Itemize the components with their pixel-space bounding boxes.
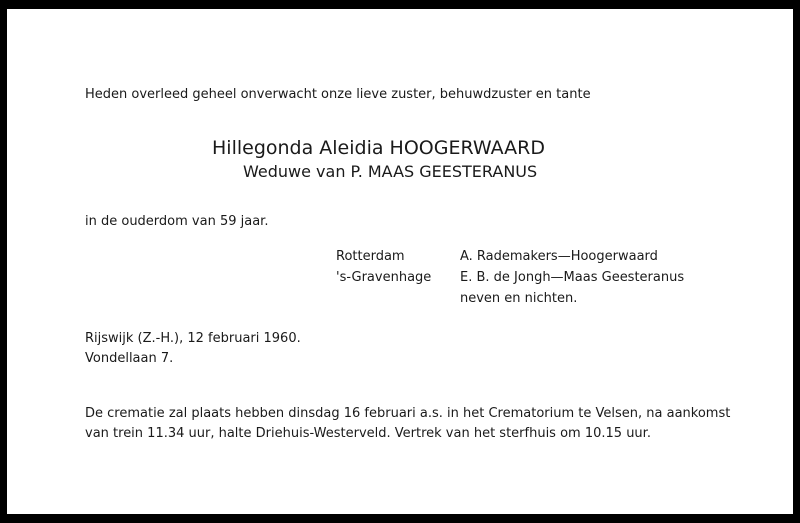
deceased-name: Hillegonda Aleidia HOOGERWAARD: [212, 137, 546, 159]
relative-name: A. Rademakers—Hoogerwaard: [460, 249, 658, 264]
intro-text: Heden overleed geheel onverwacht onze lieve zuster, behuwdzuster en tante: [85, 87, 591, 102]
place-date: Rijswijk (Z.-H.), 12 februari 1960.: [85, 331, 301, 346]
cremation-line: van trein 11.34 uur, halte Driehuis-Westerveld. Vertrek van het sterfhuis om 10.15 uur.: [85, 426, 651, 441]
widow-of-line: Weduwe van P. MAAS GEESTERANUS: [243, 162, 538, 181]
relatives-extra: neven en nichten.: [460, 291, 578, 306]
age-line: in de ouderdom van 59 jaar.: [85, 214, 269, 229]
address: Vondellaan 7.: [85, 351, 174, 366]
relative-name: E. B. de Jongh—Maas Geesteranus: [460, 270, 685, 285]
relative-place: Rotterdam: [336, 249, 405, 264]
announcement-card: [7, 9, 793, 514]
relative-place: 's-Gravenhage: [336, 270, 432, 285]
cremation-line: De crematie zal plaats hebben dinsdag 16 februari a.s. in het Crematorium te Velsen, na aankomst: [85, 406, 731, 421]
